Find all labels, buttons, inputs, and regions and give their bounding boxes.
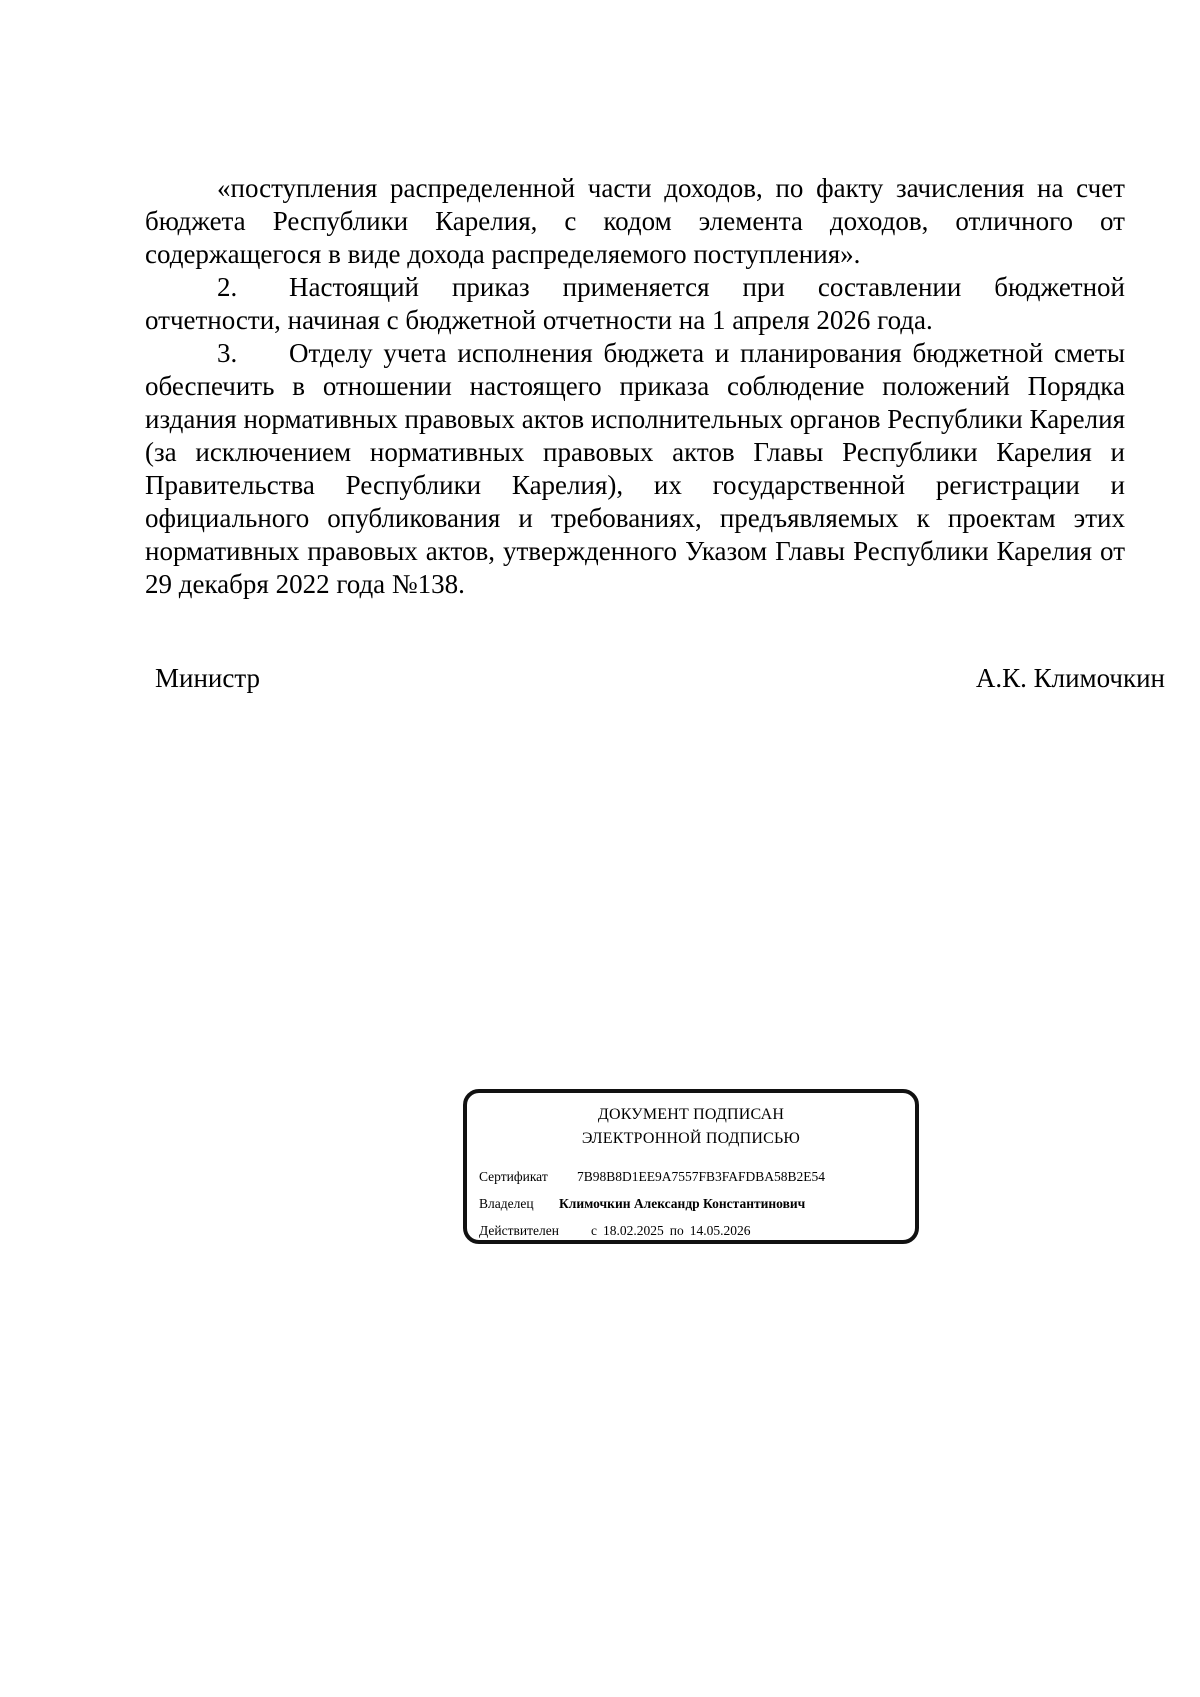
stamp-header-line1: ДОКУМЕНТ ПОДПИСАН <box>597 1106 785 1123</box>
paragraph-item-2 <box>145 271 1125 337</box>
paragraph-item-2-number: 2. <box>217 272 238 302</box>
valid-to-prefix: по <box>669 1223 684 1238</box>
signatory-position: Министр <box>155 663 260 693</box>
valid-from-date: 18.02.2025 <box>603 1223 664 1238</box>
stamp-owner-row <box>479 1195 805 1213</box>
certificate-label: Сертификат <box>479 1169 548 1184</box>
stamp-certificate-row <box>479 1168 825 1186</box>
electronic-signature-stamp <box>463 1089 919 1244</box>
stamp-header-line2: ЭЛЕКТРОННОЙ ПОДПИСЬЮ <box>581 1130 801 1147</box>
signatory-name: А.К. Климочкин <box>975 663 1165 693</box>
paragraph-item-3 <box>145 337 1125 601</box>
valid-label: Действителен <box>479 1223 559 1238</box>
paragraph-item-2-text: Настоящий приказ применяется при составлении бюджетной отчетности, начиная с бюджетной отчетности на 1 апреля 2026 года. <box>145 272 1125 335</box>
owner-value: Климочкин Александр Константинович <box>559 1196 806 1211</box>
valid-from-prefix: с <box>591 1223 597 1238</box>
document-body <box>145 172 1125 601</box>
paragraph-continuation-text: «поступления распределенной части доходов, по факту зачисления на счет бюджета Республики Карелия, с кодом элемента доходов, отличного от содержащегося в виде дохода распределяемого поступления». <box>145 173 1125 269</box>
paragraph-continuation <box>145 172 1125 271</box>
paragraph-item-3-text: Отделу учета исполнения бюджета и планирования бюджетной сметы обеспечить в отношении настоящего приказа соблюдение положений Порядка издания нормативных правовых актов исполнительных органов Республики Карелия (за исключением нормативных правовых актов Главы Республики Карелия и Правительства Республики Карелия), их государственной регистрации и официального опубликования и требованиях, предъявляемых к проектам этих нормативных правовых актов, утвержденного Указом Главы Республики Карелия от 29 декабря 2022 года №138. <box>145 338 1125 599</box>
certificate-value: 7B98B8D1EE9A7557FB3FAFDBA58B2E54 <box>577 1169 826 1184</box>
valid-to-date: 14.05.2026 <box>689 1223 751 1238</box>
stamp-header <box>467 1103 915 1151</box>
paragraph-item-3-number: 3. <box>217 338 238 368</box>
owner-label: Владелец <box>479 1196 534 1211</box>
stamp-validity-row <box>479 1222 750 1240</box>
